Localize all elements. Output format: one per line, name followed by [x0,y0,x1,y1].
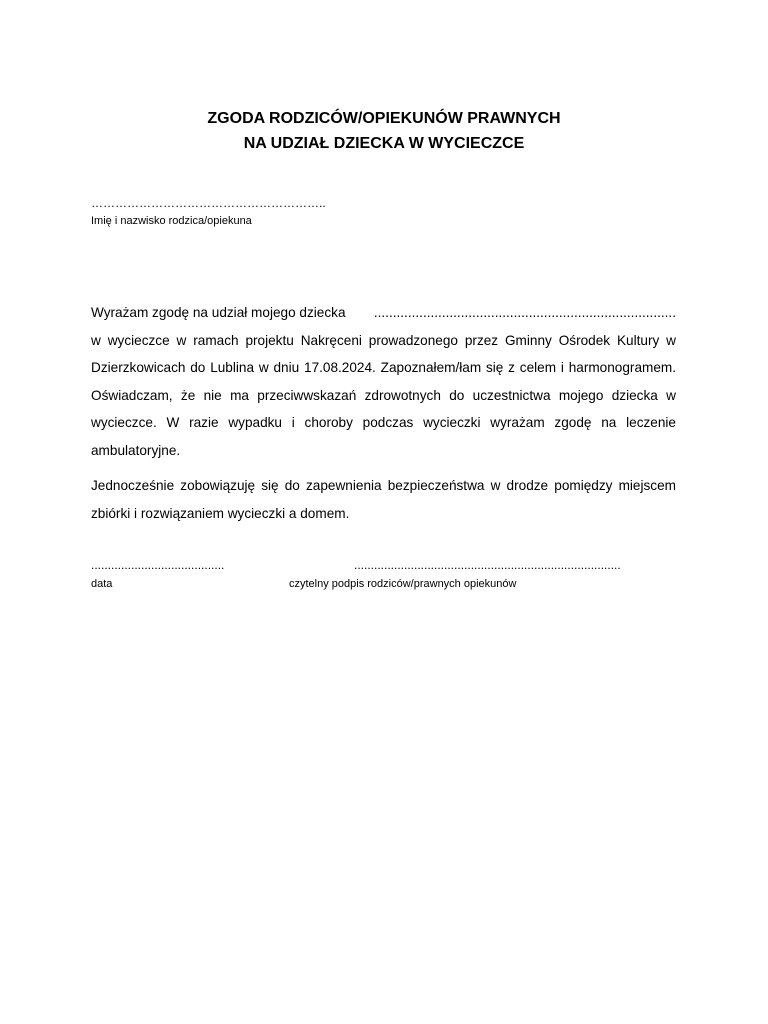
consent-lead-text: Wyrażam zgodę na udział mojego dziecka [91,305,346,320]
consent-main-text: w wycieczce w ramach projektu Nakręceni prowadzonego przez Gminny Ośrodek Kultury w Dzierzkowicach do Lublina w dniu 17.08.2024. Zapoznałem/łam się z celem i harmonogramem. Oświadczam, że nie ma przeciwwskazań zdrowotnych do uczestnictwa mojego dziecka w wycieczce. W razie wypadku i choroby podczas wycieczki wyrażam zgodę na leczenie ambulatoryjne. [91,332,676,458]
child-name-line [91,299,676,327]
parent-name-blank: ………………………………………………….. [91,196,326,210]
title-line-2: NA UDZIAŁ DZIECKA W WYCIECZCE [243,135,525,152]
date-label: data [91,578,113,590]
document-title [0,106,768,156]
title-line-1: ZGODA RODZICÓW/OPIEKUNÓW PRAWNYCH [207,110,561,127]
parent-name-caption: Imię i nazwisko rodzica/opiekuna [91,215,252,227]
signature-label: czytelny podpis rodziców/prawnych opiekunów [289,578,517,590]
parent-name-block [91,196,326,228]
child-name-blank: ................................................................................ [373,305,676,320]
consent-paragraph-1 [91,299,676,464]
signature-blank: ................................................................................ [354,558,621,572]
consent-paragraph-2: Jednocześnie zobowiązuję się do zapewnienia bezpieczeństwa w drodze pomiędzy miejscem zbiórki i rozwiązaniem wycieczki a domem. [91,478,676,521]
consent-body [91,299,676,527]
date-blank: ........................................ [91,558,225,572]
